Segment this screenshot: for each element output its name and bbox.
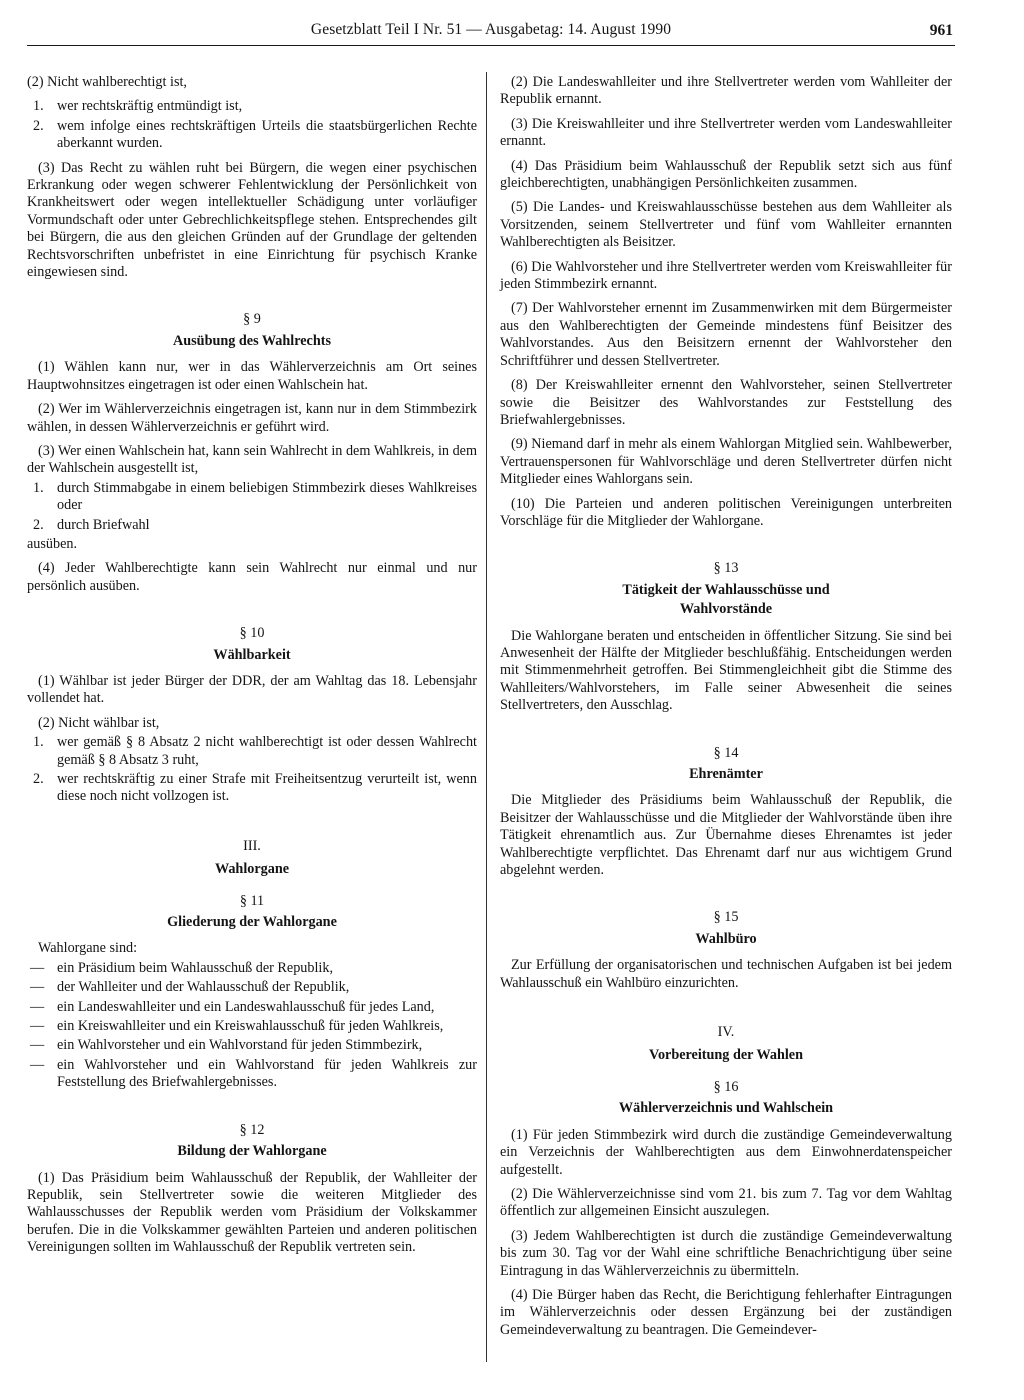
paragraph: (2) Nicht wahlberechtigt ist, — [27, 74, 187, 90]
list-dash: — — [30, 959, 45, 976]
list-text: der Wahlleiter und der Wahlausschuß der Republik, — [57, 979, 350, 996]
list-dash: — — [30, 998, 45, 1015]
list-item — [27, 517, 477, 534]
list-dash: — — [30, 979, 45, 996]
paragraph: (1) Wählbar ist jeder Bürger der DDR, der am Wahltag das 18. Lebensjahr vollendet hat. — [27, 672, 477, 707]
list-item — [27, 1057, 477, 1092]
gazette-title: Gesetzblatt Teil I Nr. 51 — Ausgabetag: 14. August 1990 — [310, 21, 672, 38]
section-title: Wählbarkeit — [213, 646, 291, 663]
section-title: Tätigkeit der Wahlausschüsse und — [622, 581, 830, 598]
list-number: 1. — [33, 98, 44, 115]
paragraph: (4) Das Präsidium beim Wahlausschuß der Republik setzt sich aus fünf gleichberechtigten, unabhängigen Persönlichkeiten zusammen. — [500, 157, 952, 192]
list-text: wer rechtskräftig entmündigt ist, — [57, 98, 243, 115]
section-number: § 16 — [713, 1078, 739, 1095]
list-text: ein Präsidium beim Wahlausschuß der Republik, — [57, 959, 333, 976]
list-text: ein Wahlvorsteher und ein Wahlvorstand für jeden Wahlkreis zur Feststellung des Briefwahlergebnisses. — [57, 1056, 477, 1091]
paragraph: (4) Jeder Wahlberechtigte kann sein Wahlrecht nur einmal und nur persönlich ausüben. — [27, 560, 477, 594]
paragraph: (2) Die Landeswahlleiter und ihre Stellvertreter werden vom Wahlleiter der Republik ernannt. — [500, 74, 952, 108]
paragraph: (8) Der Kreiswahlleiter ernennt den Wahlvorsteher, seinen Stellvertreter sowie die Beisitzer des Wahlvorstandes zur Feststellung des Briefwahlergebnisses. — [500, 377, 952, 428]
section-number: § 14 — [713, 744, 739, 761]
section-title: Gliederung der Wahlorgane — [167, 914, 337, 931]
list-item — [27, 1018, 477, 1035]
paragraph: (1) Wählen kann nur, wer in das Wählerverzeichnis am Ort seines Hauptwohnsitzes eingetragen ist oder einen Wahlschein hat. — [27, 359, 477, 393]
list-text: durch Stimmabgabe in einem beliebigen Stimmbezirk dieses Wahlkreises oder — [57, 479, 477, 514]
list-number: 1. — [33, 734, 44, 751]
section-number: § 12 — [239, 1121, 265, 1138]
column-divider — [486, 72, 487, 1362]
section-title: Bildung der Wahlorgane — [177, 1143, 327, 1160]
paragraph: Die Wahlorgane beraten und entscheiden in öffentlicher Sitzung. Sie sind bei Anwesenheit der Hälfte der Mitglieder beschlußfähig. Entscheidungen werden mit Stimmenmehrheit getroffen. Bei Stimmengleichheit gibt die Stimme des Wahlleiters/Wahlvorstehers, im Falle seiner Abwesenheit die seines Stellvertreters, den Ausschlag. — [500, 627, 952, 714]
paragraph: ausüben. — [27, 535, 78, 552]
list-number: 2. — [33, 117, 44, 134]
list-item — [27, 480, 477, 515]
paragraph: (1) Für jeden Stimmbezirk wird durch die zuständige Gemeindeverwaltung ein Verzeichnis der Wahlberechtigten aus dem Einwohnerdatenspeicher aufgestellt. — [500, 1126, 952, 1178]
list-item — [27, 960, 477, 977]
paragraph: (4) Die Bürger haben das Recht, die Berichtigung fehlerhafter Eintragungen im Wählerverzeichnis oder dessen Ergänzung bei der zuständigen Gemeindeverwaltung zu beantragen. Die Gemeindever- — [500, 1286, 952, 1338]
section-title: Wahlbüro — [695, 930, 757, 947]
list-text: wem infolge eines rechtskräftigen Urteils die staatsbürgerlichen Rechte aberkannt wurden. — [57, 117, 477, 152]
paragraph: (1) Das Präsidium beim Wahlausschuß der Republik, der Wahlleiter der Republik, sein Stellvertreter sowie die weiteren Mitglieder des Wahlausschusses der Republik werden vom Präsidium der Volkskammer berufen. Die in die Volkskammer gewählten Parteien und anderen politischen Vereinigungen sollten im Wahlausschuß der Republik vertreten sein. — [27, 1169, 477, 1256]
section-number: § 10 — [239, 625, 265, 642]
list-text: ein Landeswahlleiter und ein Landeswahlausschuß für jedes Land, — [57, 998, 435, 1015]
list-item — [27, 979, 477, 996]
paragraph: Die Mitglieder des Präsidiums beim Wahlausschuß der Republik, die Beisitzer der Wahlausschüsse und die Mitglieder der Wahlvorstände üben ihre Tätigkeit ehrenamtlich aus. Zur Übernahme dieses Ehrenamtes ist jeder Wahlberechtigte verpflichtet. Das Ehrenamt darf nur aus wichtigem Grund abgelehnt werden. — [500, 792, 952, 879]
section-number: § 9 — [243, 311, 261, 328]
paragraph: (5) Die Landes- und Kreiswahlausschüsse bestehen aus dem Wahlleiter als Vorsitzenden, seinem Stellvertreter und fünf vom Wahlleiter ernannten Wahlberechtigten als Beisitzer. — [500, 199, 952, 251]
paragraph: (6) Die Wahlvorsteher und ihre Stellvertreter werden vom Kreiswahlleiter für jeden Stimmbezirk ernannt. — [500, 258, 952, 293]
list-number: 1. — [33, 479, 44, 496]
paragraph: (2) Nicht wählbar ist, — [38, 714, 160, 731]
list-item — [27, 1037, 477, 1054]
section-title: Ausübung des Wahlrechts — [173, 332, 331, 349]
list-text: wer rechtskräftig zu einer Strafe mit Freiheitsentzug verurteilt ist, wenn diese noch nicht vollzogen ist. — [57, 771, 477, 805]
list-text: wer gemäß § 8 Absatz 2 nicht wahlberechtigt ist oder dessen Wahlrecht gemäß § 8 Absatz 3 ruht, — [57, 734, 477, 768]
right-column — [500, 74, 952, 1346]
list-item — [27, 734, 477, 769]
list-text: ein Wahlvorsteher und ein Wahlvorstand für jeden Stimmbezirk, — [57, 1037, 423, 1054]
list-number: 2. — [33, 516, 44, 533]
page-header — [27, 19, 955, 46]
paragraph: (3) Das Recht zu wählen ruht bei Bürgern, die wegen einer psychischen Erkrankung oder wegen schwerer Fehlentwicklung der Persönlichkeit von Krankheitswert oder wegen intellektueller Schädigung unter vorläufiger Vormundschaft oder unter Gebrechlichkeitspflege stehen. Entsprechendes gilt bei Bürgern, die aus den gleichen Gründen auf der Grundlage der geltenden Rechtsvorschriften unbefristet in eine Einrichtung für psychisch Kranke eingewiesen sind. — [27, 159, 477, 281]
list-item — [27, 771, 477, 806]
paragraph: Wahlorgane sind: — [38, 940, 138, 957]
paragraph: (9) Niemand darf in mehr als einem Wahlorgan Mitglied sein. Wahlbewerber, Vertrauenspersonen für Wahlvorschläge und deren Stellvertreter dürfen nicht Mitglieder eines Wahlorgans sein. — [500, 436, 952, 488]
section-number: § 11 — [239, 892, 265, 909]
list-text: durch Briefwahl — [57, 516, 150, 533]
paragraph: (3) Die Kreiswahlleiter und ihre Stellvertreter werden vom Landeswahlleiter ernannt. — [500, 115, 952, 150]
page-number: 961 — [929, 22, 953, 39]
list-number: 2. — [33, 771, 44, 787]
paragraph: (2) Die Wählerverzeichnisse sind vom 21. bis zum 7. Tag vor dem Wahltag öffentlich zur allgemeinen Einsicht auszulegen. — [500, 1185, 952, 1220]
paragraph: (3) Wer einen Wahlschein hat, kann sein Wahlrecht in dem Wahlkreis, in dem der Wahlschein ausgestellt ist, — [27, 442, 477, 477]
paragraph: (3) Jedem Wahlberechtigten ist durch die zuständige Gemeindeverwaltung bis zum 30. Tag vor der Wahl eine schriftliche Benachrichtigung über seine Eintragung in das Wählerverzeichnis zu übermitteln. — [500, 1227, 952, 1279]
list-item — [27, 999, 477, 1016]
list-dash: — — [30, 1018, 45, 1035]
list-dash: — — [30, 1037, 45, 1054]
list-text: ein Kreiswahlleiter und ein Kreiswahlausschuß für jeden Wahlkreis, — [57, 1018, 444, 1035]
paragraph: (2) Wer im Wählerverzeichnis eingetragen ist, kann nur in dem Stimmbezirk wählen, in dessen Wählerverzeichnis er geführt wird. — [27, 401, 477, 435]
list-dash: — — [30, 1056, 45, 1073]
part-number: III. — [243, 837, 261, 854]
section-title: Wählerverzeichnis und Wahlschein — [618, 1100, 834, 1117]
section-title-line-2: Wahlvorstände — [679, 601, 773, 618]
section-number: § 15 — [713, 909, 739, 926]
left-column — [27, 74, 477, 1264]
list-item — [27, 98, 477, 115]
list-item — [27, 118, 477, 153]
paragraph: (10) Die Parteien und anderen politischen Vereinigungen unterbreiten Vorschläge für die Mitglieder der Wahlorgane. — [500, 495, 952, 529]
section-number: § 13 — [713, 560, 739, 577]
paragraph: Zur Erfüllung der organisatorischen und technischen Aufgaben ist bei jedem Wahlausschuß ein Wahlbüro einzurichten. — [500, 957, 952, 991]
part-title: Wahlorgane — [214, 861, 290, 878]
part-number: IV. — [717, 1024, 735, 1041]
paragraph: (7) Der Wahlvorsteher ernennt im Zusammenwirken mit dem Bürgermeister aus den Wahlberechtigten der Gemeinde mindestens fünf Beisitzer des Wahlvorstandes. Aus den Beisitzern ernennt der Wahlvorsteher den Schriftführer und dessen Stellvertreter. — [500, 300, 952, 369]
section-title: Ehrenämter — [689, 766, 763, 782]
part-title: Vorbereitung der Wahlen — [649, 1047, 803, 1064]
